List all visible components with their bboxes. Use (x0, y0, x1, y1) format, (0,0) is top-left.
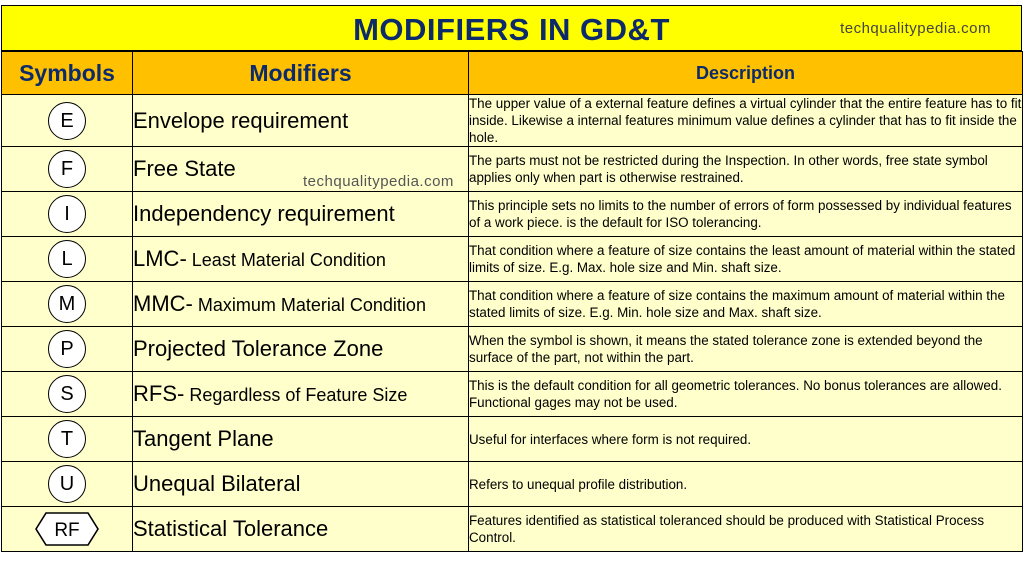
modifier-cell (133, 192, 469, 237)
symbol-cell (2, 192, 133, 237)
modifier-name-suffix: Regardless of Feature Size (184, 385, 408, 405)
modifier-name: Envelope requirement (133, 107, 349, 133)
page-title: MODIFIERS IN GD&T (353, 12, 670, 47)
modifier-cell (133, 417, 469, 462)
statistical-tolerance-hexagon-icon (34, 511, 100, 547)
title-bar (1, 5, 1022, 51)
header-description: Description (469, 52, 1023, 95)
watermark-middle: techqualitypedia.com (303, 173, 454, 190)
description-cell: Features identified as statistical toleranced should be produced with Statistical Process Control. (469, 507, 1023, 552)
modifier-cell (133, 462, 469, 507)
table-row (2, 237, 1023, 282)
symbol-cell (2, 327, 133, 372)
symbol-cell (2, 95, 133, 147)
watermark-top: techqualitypedia.com (840, 20, 991, 37)
modifier-name: Projected Tolerance Zone (133, 336, 384, 361)
modifier-name: MMC- (133, 291, 193, 316)
table-row (2, 507, 1023, 552)
header-modifiers: Modifiers (133, 52, 469, 95)
symbol-circle-icon: M (48, 285, 86, 323)
symbol-cell (2, 507, 133, 552)
modifier-name: RFS- (133, 381, 185, 406)
description-cell: Refers to unequal profile distribution. (469, 462, 1023, 507)
modifier-cell (133, 237, 469, 282)
symbol-letter: RF (54, 520, 80, 541)
table-row (2, 417, 1023, 462)
table-row (2, 192, 1023, 237)
modifier-cell (133, 507, 469, 552)
modifier-name: Free State (133, 156, 236, 181)
modifier-name: Independency requirement (133, 201, 395, 226)
symbol-cell (2, 147, 133, 192)
modifier-name: Statistical Tolerance (133, 516, 329, 541)
description-cell: Useful for interfaces where form is not required. (469, 417, 1023, 462)
symbol-cell (2, 462, 133, 507)
table-row (2, 372, 1023, 417)
symbol-circle-icon: P (48, 330, 86, 368)
modifier-name: Tangent Plane (133, 426, 274, 451)
modifier-cell (133, 372, 469, 417)
table-row (2, 95, 1023, 147)
description-cell: This principle sets no limits to the number of errors of form possessed by individual features of a work piece. is the default for ISO tolerancing. (469, 192, 1023, 237)
modifier-cell (133, 282, 469, 327)
modifier-name-suffix: Least Material Condition (186, 250, 386, 270)
table-row (2, 327, 1023, 372)
table-row (2, 282, 1023, 327)
symbol-circle-icon: U (48, 465, 86, 503)
modifier-name-suffix: Maximum Material Condition (192, 295, 426, 315)
symbol-cell (2, 237, 133, 282)
header-symbols: Symbols (2, 52, 133, 95)
symbol-circle-icon: E (48, 102, 86, 140)
symbol-circle-icon: T (48, 420, 86, 458)
table-row (2, 462, 1023, 507)
symbol-circle-icon: F (48, 150, 86, 188)
table-header-row (2, 52, 1023, 95)
description-cell: The parts must not be restricted during the Inspection. In other words, free state symbol applies only when part is otherwise restrained. (469, 147, 1023, 192)
modifiers-table (1, 51, 1023, 552)
description-cell: This is the default condition for all geometric tolerances. No bonus tolerances are allowed. Functional gages may not be used. (469, 372, 1023, 417)
table-body (2, 95, 1023, 552)
modifier-cell (133, 95, 469, 147)
symbol-cell (2, 372, 133, 417)
description-cell: The upper value of a external feature defines a virtual cylinder that the entire feature has to fit inside. Likewise a internal features minimum value defines a cylinder that has to fit inside the hole. (469, 96, 1022, 145)
description-cell: That condition where a feature of size contains the least amount of material within the stated limits of size. E.g. Max. hole size and Min. shaft size. (469, 237, 1023, 282)
description-cell: When the symbol is shown, it means the stated tolerance zone is extended beyond the surface of the part, not within the part. (469, 327, 1023, 372)
table-row (2, 147, 1023, 192)
symbol-cell (2, 282, 133, 327)
symbol-cell (2, 417, 133, 462)
modifier-name: LMC- (133, 246, 187, 271)
modifier-name: Unequal Bilateral (133, 471, 301, 496)
modifier-cell (133, 327, 469, 372)
description-cell: That condition where a feature of size contains the maximum amount of material within the stated limits of size. E.g. Min. hole size and Max. shaft size. (469, 282, 1023, 327)
symbol-circle-icon: I (48, 195, 86, 233)
symbol-circle-icon: L (48, 240, 86, 278)
symbol-circle-icon: S (48, 375, 86, 413)
